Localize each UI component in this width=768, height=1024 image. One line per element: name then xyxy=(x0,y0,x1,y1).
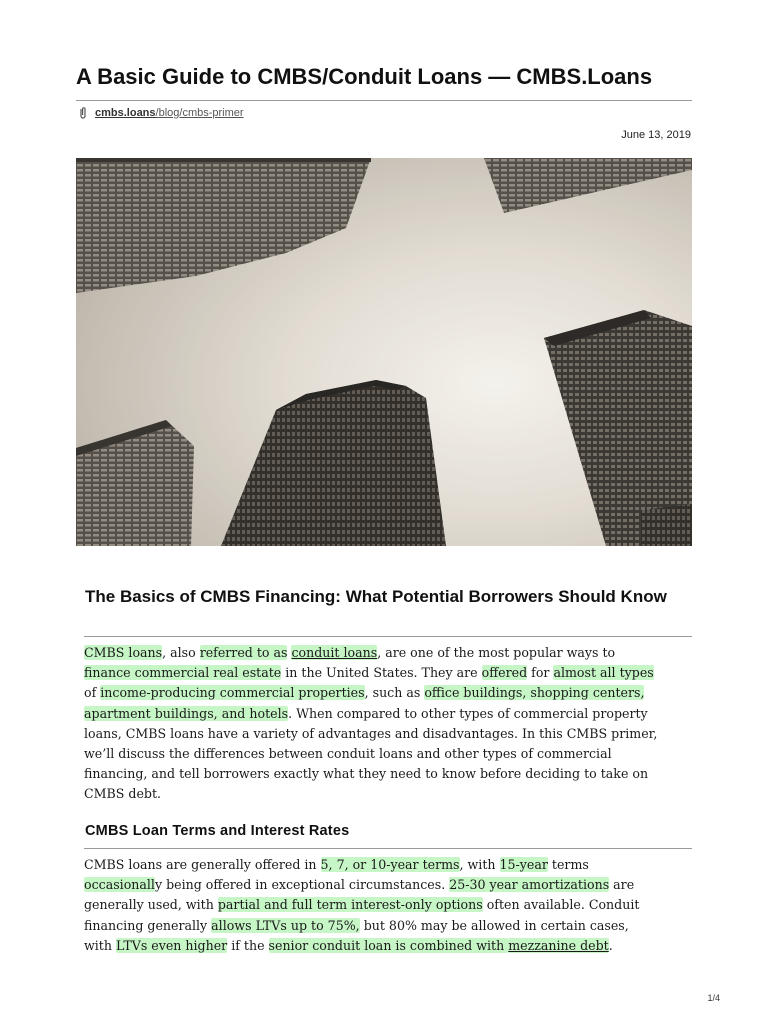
text-segment: . When compared to other types of commercial property xyxy=(288,705,648,721)
intro-paragraph xyxy=(84,643,696,805)
text-segment: , such as xyxy=(364,685,425,701)
section-divider xyxy=(84,848,692,849)
text-segment: CMBS loans are generally offered in xyxy=(84,857,321,872)
highlighted-text: referred to as xyxy=(199,645,288,660)
text-line xyxy=(84,744,696,764)
page-number: 1/4 xyxy=(707,993,720,1003)
highlighted-text: income-producing commercial properties xyxy=(100,685,365,701)
title-divider xyxy=(76,100,692,101)
highlighted-text: 5, 7, or 10-year terms xyxy=(320,857,460,872)
text-segment: financing, and tell borrowers exactly what they need to know before deciding to take on xyxy=(84,766,649,782)
terms-paragraph xyxy=(84,855,696,956)
section-heading-terms: CMBS Loan Terms and Interest Rates xyxy=(85,823,350,839)
highlighted-text: almost all types xyxy=(553,665,654,681)
text-segment: , with xyxy=(459,857,500,872)
text-segment: for xyxy=(527,665,554,681)
text-segment: if the xyxy=(227,937,269,953)
publish-date: June 13, 2019 xyxy=(621,129,691,141)
text-segment: , are one of the most popular ways to xyxy=(377,645,616,660)
text-line xyxy=(84,704,696,724)
text-line xyxy=(84,855,696,875)
text-segment: financing generally xyxy=(84,917,212,933)
text-segment: often available. Conduit xyxy=(482,897,640,913)
hero-image-skyscrapers xyxy=(76,158,692,546)
page-title: A Basic Guide to CMBS/Conduit Loans — CMBS.Loans xyxy=(76,64,653,89)
text-segment: we’ll discuss the differences between conduit loans and other types of commercial xyxy=(84,746,612,762)
highlighted-text: allows LTVs up to 75%, xyxy=(211,917,360,933)
source-host[interactable]: cmbs.loans xyxy=(95,107,156,119)
highlighted-text: partial and full term interest-only options xyxy=(217,897,483,913)
text-line xyxy=(84,916,696,936)
text-segment: are xyxy=(609,877,635,893)
text-line xyxy=(84,683,696,703)
highlighted-text: office buildings, shopping centers, xyxy=(424,685,645,701)
highlighted-text: 25-30 year amortizations xyxy=(449,877,610,893)
text-segment: terms xyxy=(547,857,589,872)
text-line xyxy=(84,875,696,895)
highlighted-text: apartment buildings, and hotels xyxy=(84,705,289,721)
highlighted-text: senior conduit loan is combined with xyxy=(268,937,509,953)
text-line xyxy=(84,936,696,956)
highlighted-text: LTVs even higher xyxy=(115,937,228,953)
text-segment: with xyxy=(84,937,116,953)
text-segment: CMBS debt. xyxy=(84,786,162,802)
text-segment: . xyxy=(608,937,613,953)
highlighted-text: 15-year xyxy=(499,857,548,872)
text-segment: of xyxy=(84,685,101,701)
paperclip-icon xyxy=(79,106,87,120)
text-line xyxy=(84,895,696,915)
source-link[interactable] xyxy=(79,106,244,120)
highlighted-text: offered xyxy=(481,665,528,681)
inline-link[interactable]: conduit loans xyxy=(291,645,378,660)
text-segment: but 80% may be allowed in certain cases, xyxy=(359,917,629,933)
text-segment: y being offered in exceptional circumstances. xyxy=(154,877,450,893)
text-line xyxy=(84,663,696,683)
highlighted-text: occasionall xyxy=(84,877,155,893)
inline-link[interactable]: mezzanine debt xyxy=(508,937,609,953)
text-line xyxy=(84,764,696,784)
text-segment: generally used, with xyxy=(84,897,218,913)
source-path[interactable]: /blog/cmbs-primer xyxy=(155,107,244,119)
text-segment: in the United States. They are xyxy=(281,665,482,681)
highlighted-text: finance commercial real estate xyxy=(84,665,282,681)
text-line xyxy=(84,724,696,744)
text-line xyxy=(84,784,696,804)
highlighted-text: CMBS loans xyxy=(84,645,163,660)
text-segment: , also xyxy=(162,645,200,660)
text-line xyxy=(84,643,696,663)
section-heading-basics: The Basics of CMBS Financing: What Potential Borrowers Should Know xyxy=(85,587,667,606)
text-segment: loans, CMBS loans have a variety of advantages and disadvantages. In this CMBS primer, xyxy=(84,725,658,741)
section-divider xyxy=(84,636,692,637)
